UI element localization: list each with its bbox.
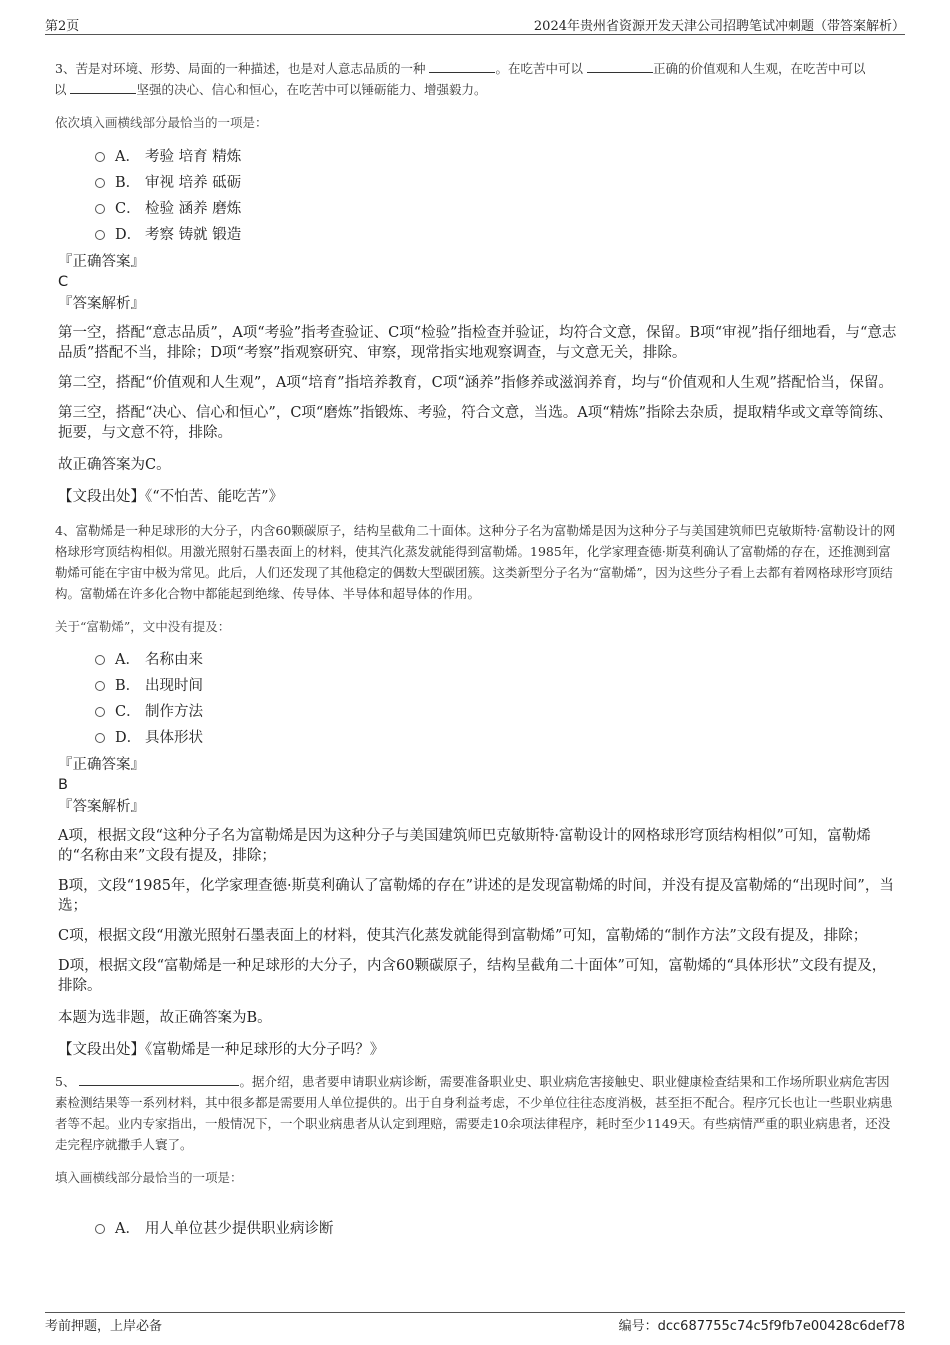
explanation-paragraph: A项，根据文段“这种分子名为富勒烯是因为这种分子与美国建筑师巴克敏斯特·富勒设计的网格球形穹顶结构相似”可知，富勒烯的“名称由来”文段有提及，排除； [58, 828, 871, 864]
explanation-conclusion: 本题为选非题，故正确答案为B。 [58, 1010, 272, 1026]
question-3 [55, 58, 900, 507]
option-b[interactable]: B． 审视 培养 砥砺 [95, 170, 900, 196]
radio-icon[interactable] [95, 152, 105, 162]
option-a[interactable]: A． 名称由来 [95, 647, 900, 673]
document-code: 编号：dcc687755c74c5f9fb7e00428c6def78 [618, 1319, 905, 1334]
correct-answer-value: C [58, 274, 69, 290]
radio-icon[interactable] [95, 204, 105, 214]
radio-icon[interactable] [95, 655, 105, 665]
explanation-paragraph: 第三空，搭配“决心、信心和恒心”，C项“磨炼”指锻炼、考验，符合文意，当选。A项“精炼”指除去杂质，提取精华或文章等简练、扼要，与文意不符，排除。 [58, 405, 893, 441]
page-footer [45, 1312, 905, 1335]
question-stem: 5、 。据介绍，患者要申请职业病诊断，需要准备职业史、职业病危害接触史、职业健康检查结果和工作场所职业病危害因素检测结果等一系列材料，其中很多都是需要用人单位提供的。出于自身利益考虑，不少单位往往态度消极，甚至拒不配合。程序冗长也让一些职业病患者等不起。业内专家指出，一般情况下，一个职业病患者从认定到理赔，需要走10余项法律程序，耗时至少1149天。有些病情严重的职业病患者，还没走完程序就撒手人寰了。 [55, 1071, 900, 1155]
analysis-label: 『答案解析』 [58, 296, 145, 312]
option-b[interactable]: B． 出现时间 [95, 673, 900, 699]
correct-answer-label: 『正确答案』 [58, 254, 145, 270]
question-5 [55, 1071, 900, 1242]
page-number: 第2页 [45, 19, 80, 34]
correct-answer-value: B [58, 777, 68, 793]
option-d[interactable]: D． 考察 铸就 锻造 [95, 222, 900, 248]
fill-blank [587, 58, 653, 73]
explanation-paragraph: B项，文段“1985年，化学家理查德·斯莫利确认了富勒烯的存在”讲述的是发现富勒烯的时间，并没有提及富勒烯的“出现时间”，当选； [58, 878, 894, 914]
radio-icon[interactable] [95, 707, 105, 717]
option-a[interactable]: A． 用人单位甚少提供职业病诊断 [95, 1216, 900, 1242]
document-body [55, 58, 900, 1242]
explanation-conclusion: 故正确答案为C。 [58, 457, 171, 473]
radio-icon[interactable] [95, 1224, 105, 1234]
options-list [55, 144, 900, 248]
correct-answer-label: 『正确答案』 [58, 757, 145, 773]
explanation-paragraph: 第二空，搭配“价值观和人生观”，A项“培育”指培养教育，C项“涵养”指修养或滋润养育，均与“价值观和人生观”搭配恰当，保留。 [58, 375, 893, 391]
options-list [55, 1216, 900, 1242]
question-4 [55, 520, 900, 1060]
radio-icon[interactable] [95, 230, 105, 240]
radio-icon[interactable] [95, 681, 105, 691]
fill-blank [79, 1071, 239, 1086]
options-list [55, 647, 900, 751]
analysis-label: 『答案解析』 [58, 799, 145, 815]
question-stem: 4、富勒烯是一种足球形的大分子，内含60颗碳原子，结构呈截角二十面体。这种分子名为富勒烯是因为这种分子与美国建筑师巴克敏斯特·富勒设计的网格球形穹顶结构相似。用激光照射石墨表面上的材料，使其汽化蒸发就能得到富勒烯。1985年，化学家理查德·斯莫利确认了富勒烯的存在，还推测到富勒烯可能在宇宙中极为常见。此后，人们还发现了其他稳定的偶数大型碳团簇。这类新型分子名为“富勒烯”，因为这些分子看上去都有着网格球形穹顶结构。富勒烯在许多化合物中都能起到绝缘、传导体、半导体和超导体的作用。 [55, 523, 896, 601]
fill-blank [429, 58, 495, 73]
question-prompt: 填入画横线部分最恰当的一项是： [55, 1170, 243, 1185]
explanation-paragraph: C项，根据文段“用激光照射石墨表面上的材料，使其汽化蒸发就能得到富勒烯”可知，富勒烯的“制作方法”文段有提及，排除； [58, 928, 868, 944]
explanation-paragraph: 第一空，搭配“意志品质”，A项“考验”指考查验证、C项“检验”指检查并验证，均符合文意，保留。B项“审视”指仔细地看，与“意志品质”搭配不当，排除；D项“考察”指观察研究、审察，现常指实地观察调查，与文意无关，排除。 [58, 325, 897, 361]
page-header [45, 12, 905, 35]
option-c[interactable]: C． 检验 涵养 磨炼 [95, 196, 900, 222]
footer-slogan: 考前押题，上岸必备 [45, 1319, 163, 1334]
question-prompt: 依次填入画横线部分最恰当的一项是： [55, 115, 268, 130]
passage-source: 【文段出处】《富勒烯是一种足球形的大分子吗？》 [58, 1042, 385, 1058]
option-a[interactable]: A． 考验 培育 精炼 [95, 144, 900, 170]
radio-icon[interactable] [95, 178, 105, 188]
document-title: 2024年贵州省资源开发天津公司招聘笔试冲刺题（带答案解析） [533, 19, 905, 34]
option-c[interactable]: C． 制作方法 [95, 699, 900, 725]
question-stem: 3、苦是对环境、形势、局面的一种描述，也是对人意志品质的一种 。在吃苦中可以 正确的价值观和人生观，在吃苦中可以 以 坚强的决心、信心和恒心，在吃苦中可以锤砺能力、增强毅力。 [55, 58, 900, 100]
fill-blank [70, 79, 136, 94]
question-prompt: 关于“富勒烯”，文中没有提及： [55, 619, 231, 634]
radio-icon[interactable] [95, 733, 105, 743]
passage-source: 【文段出处】《“不怕苦、能吃苦”》 [58, 489, 284, 505]
option-d[interactable]: D． 具体形状 [95, 725, 900, 751]
explanation-paragraph: D项，根据文段“富勒烯是一种足球形的大分子，内含60颗碳原子，结构呈截角二十面体”可知，富勒烯的“具体形状”文段有提及，排除。 [58, 958, 887, 994]
